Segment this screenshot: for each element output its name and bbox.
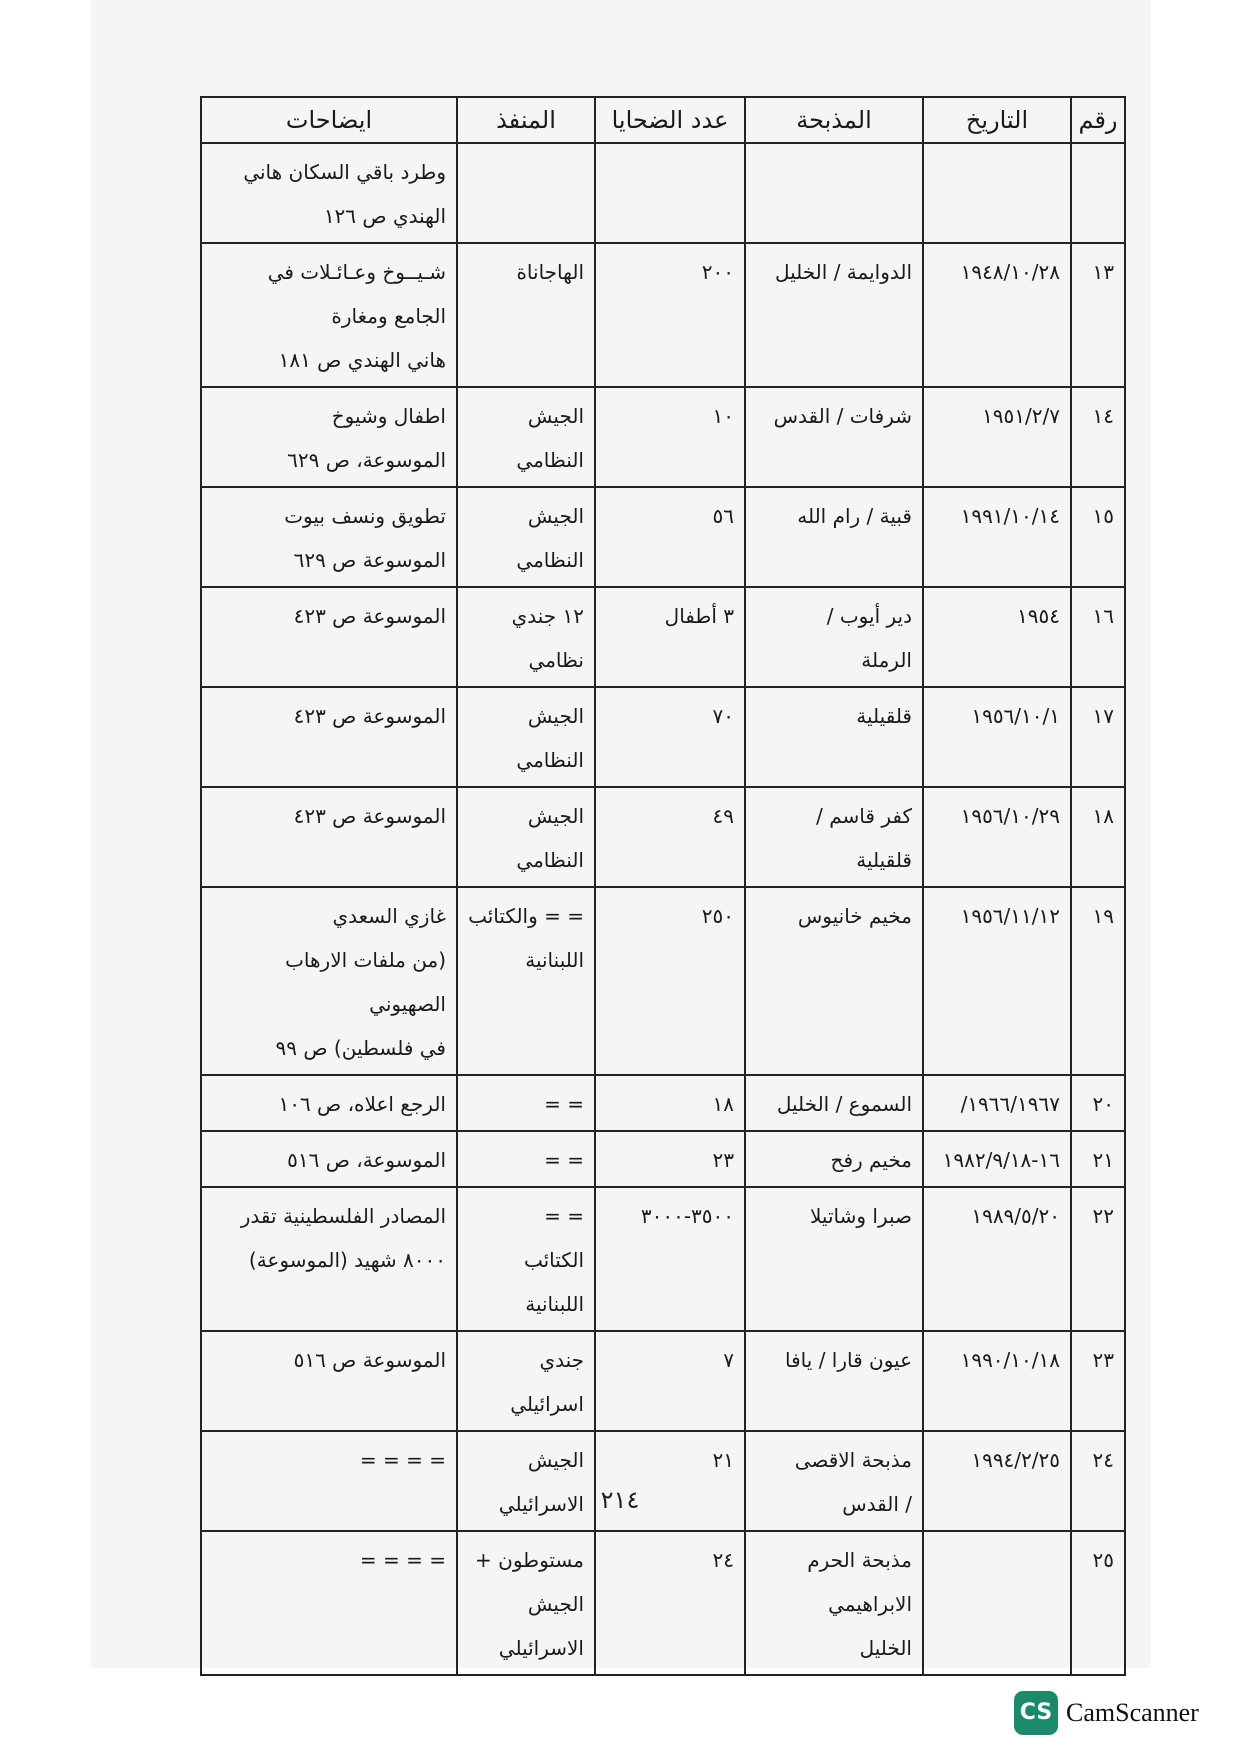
table-row — [201, 1075, 1125, 1131]
cell-num — [1071, 487, 1125, 587]
cell-date-text: ١٦-١٩٨٢/٩/١٨ — [942, 1148, 1060, 1172]
cell-perpetrator — [457, 1187, 595, 1331]
cell-victims-text: ٤٩ — [712, 804, 734, 828]
cell-perpetrator — [457, 1331, 595, 1431]
cell-num — [1071, 1131, 1125, 1187]
cell-perpetrator — [457, 787, 595, 887]
cell-date-text: ١٩٩١/١٠/١٤ — [960, 504, 1060, 528]
cell-massacre — [745, 243, 923, 387]
table-row — [201, 687, 1125, 787]
cell-massacre — [745, 143, 923, 243]
cell-massacre — [745, 1431, 923, 1531]
cell-massacre — [745, 1075, 923, 1131]
cell-notes-text: تطويق ونسف بيوت الموسوعة ص ٦٢٩ — [284, 504, 446, 572]
cell-perpetrator-text: الجيش النظامي — [516, 504, 584, 572]
cell-perpetrator-text: ١٢ جندي نظامي — [511, 604, 584, 672]
cell-massacre-text: السموع / الخليل — [776, 1092, 912, 1116]
cell-date-text: ١٩٥٦/١٠/١ — [971, 704, 1060, 728]
cell-massacre — [745, 1131, 923, 1187]
cell-date — [923, 1187, 1071, 1331]
cell-massacre-text: مذبحة الحرم الابراهيمي الخليل — [807, 1548, 912, 1660]
cell-num-text: ١٩ — [1092, 904, 1114, 928]
cell-date-text: ١٩٩٤/٢/٢٥ — [971, 1448, 1060, 1472]
cell-date — [923, 1331, 1071, 1431]
cell-num — [1071, 1431, 1125, 1531]
cell-date-text: ١٩٨٩/٥/٢٠ — [971, 1204, 1060, 1228]
cell-perpetrator — [457, 1131, 595, 1187]
cell-victims-text: ٧٠ — [712, 704, 734, 728]
table-row — [201, 1187, 1125, 1331]
cell-notes-text: شـيــوخ وعـائـلات في الجامع ومغارة هاني الهندي ص ١٨١ — [267, 260, 446, 372]
cell-notes — [201, 887, 457, 1075]
cell-victims — [595, 787, 745, 887]
cell-victims — [595, 1531, 745, 1675]
cell-notes — [201, 687, 457, 787]
cell-massacre-text: مخيم رفح — [830, 1148, 912, 1172]
cell-massacre — [745, 387, 923, 487]
cell-victims-text: ٢١ — [712, 1448, 734, 1472]
cell-date — [923, 1531, 1071, 1675]
cell-date — [923, 387, 1071, 487]
header-massacre: المذبحة — [745, 97, 923, 143]
cell-perpetrator — [457, 1531, 595, 1675]
cell-num — [1071, 1075, 1125, 1131]
cell-victims — [595, 1187, 745, 1331]
cell-massacre-text: عيون قارا / يافا — [785, 1348, 912, 1372]
cell-num-text: ٢٢ — [1092, 1204, 1114, 1228]
cell-notes — [201, 243, 457, 387]
cell-massacre — [745, 887, 923, 1075]
cell-perpetrator-text: = = والكتائب اللبنانية — [468, 904, 584, 972]
cell-perpetrator-text: مستوطون + الجيش الاسرائيلي — [475, 1548, 584, 1660]
cell-num-text: ٢٤ — [1092, 1448, 1114, 1472]
cell-victims-text: ١٠ — [712, 404, 734, 428]
cell-massacre-text: الدوايمة / الخليل — [774, 260, 912, 284]
cell-massacre — [745, 1331, 923, 1431]
cell-perpetrator — [457, 1431, 595, 1531]
cell-num-text: ١٦ — [1092, 604, 1114, 628]
table-row — [201, 1531, 1125, 1675]
table-row — [201, 143, 1125, 243]
cell-victims-text: ٢٣ — [712, 1148, 734, 1172]
table-row — [201, 1131, 1125, 1187]
cell-num — [1071, 587, 1125, 687]
table-row — [201, 587, 1125, 687]
cell-date-text: ١٩٥٦/١١/١٢ — [960, 904, 1060, 928]
header-perpetrator: المنفذ — [457, 97, 595, 143]
cell-perpetrator-text: الجيش النظامي — [516, 704, 584, 772]
cell-num — [1071, 687, 1125, 787]
cell-victims — [595, 1075, 745, 1131]
cell-num-text: ١٥ — [1092, 504, 1114, 528]
page-number: ٢١٤ — [600, 1486, 640, 1514]
cell-victims — [595, 887, 745, 1075]
cell-perpetrator — [457, 143, 595, 243]
cell-notes — [201, 487, 457, 587]
cell-victims-text: ٣ أطفال — [664, 604, 734, 628]
cell-notes — [201, 143, 457, 243]
cell-perpetrator — [457, 387, 595, 487]
cell-notes — [201, 587, 457, 687]
cell-date — [923, 1131, 1071, 1187]
cell-num-text: ١٨ — [1092, 804, 1114, 828]
table-row — [201, 387, 1125, 487]
cell-notes-text: الرجع اعلاه، ص ١٠٦ — [278, 1092, 446, 1116]
cell-perpetrator-text: الهاجاناة — [516, 260, 584, 284]
cell-notes-text: = = = = — [359, 1548, 446, 1572]
cell-victims — [595, 243, 745, 387]
cell-date — [923, 243, 1071, 387]
cell-date-text: ١٩٥١/٢/٧ — [982, 404, 1060, 428]
cell-perpetrator — [457, 687, 595, 787]
cell-victims-text: ٢٠٠ — [701, 260, 734, 284]
cell-date-text: ١٩٩٠/١٠/١٨ — [960, 1348, 1060, 1372]
cell-perpetrator — [457, 587, 595, 687]
cell-perpetrator-text: الجيش النظامي — [516, 804, 584, 872]
cell-notes-text: المصادر الفلسطينية تقدر ٨٠٠٠ شهيد (الموسوعة) — [240, 1204, 446, 1272]
cell-num — [1071, 1331, 1125, 1431]
cell-date-text: ١٩٥٦/١٠/٢٩ — [960, 804, 1060, 828]
cell-notes-text: الموسوعة ص ٤٢٣ — [293, 704, 446, 728]
cell-perpetrator-text: جندي اسرائيلي — [510, 1348, 584, 1416]
cell-date-text: ١٩٥٤ — [1017, 604, 1060, 628]
cell-massacre-text: قلقيلية — [856, 704, 912, 728]
cell-num-text: ١٣ — [1092, 260, 1114, 284]
cell-notes-text: الموسوعة، ص ٥١٦ — [287, 1148, 446, 1172]
table-row — [201, 887, 1125, 1075]
header-notes: ايضاحات — [201, 97, 457, 143]
cell-massacre-text: مذبحة الاقصى / القدس — [794, 1448, 912, 1516]
cell-date — [923, 687, 1071, 787]
cell-perpetrator-text: = = — [544, 1092, 584, 1116]
cell-perpetrator — [457, 243, 595, 387]
cell-num — [1071, 243, 1125, 387]
cell-massacre — [745, 787, 923, 887]
camscanner-brand: CamScanner — [1066, 1698, 1199, 1727]
cell-notes-text: الموسوعة ص ٤٢٣ — [293, 804, 446, 828]
cell-notes-text: الموسوعة ص ٤٢٣ — [293, 604, 446, 628]
cell-victims-text: ٢٤ — [712, 1548, 734, 1572]
cell-num — [1071, 1187, 1125, 1331]
cell-date-text: ١٩٤٨/١٠/٢٨ — [960, 260, 1060, 284]
cell-massacre-text: كفر قاسم / قلقيلية — [816, 804, 912, 872]
cell-notes-text: = = = = — [359, 1448, 446, 1472]
cell-num — [1071, 887, 1125, 1075]
cell-notes-text: وطرد باقي السكان هاني الهندي ص ١٢٦ — [243, 160, 446, 228]
cell-massacre — [745, 687, 923, 787]
cell-notes — [201, 1431, 457, 1531]
cell-num-text: ٢٠ — [1092, 1092, 1114, 1116]
cell-date-text: ١٩٦٦/١٩٦٧/ — [960, 1092, 1060, 1116]
cell-notes — [201, 1131, 457, 1187]
cell-victims — [595, 1131, 745, 1187]
cell-notes-text: الموسوعة ص ٥١٦ — [293, 1348, 446, 1372]
header-num: رقم — [1071, 97, 1125, 143]
table-row — [201, 487, 1125, 587]
cell-victims-text: ١٨ — [712, 1092, 734, 1116]
cell-date — [923, 787, 1071, 887]
cell-date — [923, 1431, 1071, 1531]
cell-perpetrator-text: الجيش النظامي — [516, 404, 584, 472]
header-victims: عدد الضحايا — [595, 97, 745, 143]
cell-num-text: ٢١ — [1092, 1148, 1114, 1172]
cell-num — [1071, 143, 1125, 243]
cell-massacre — [745, 587, 923, 687]
cell-num-text: ٢٥ — [1092, 1548, 1114, 1572]
cell-perpetrator — [457, 887, 595, 1075]
cell-date — [923, 143, 1071, 243]
cell-date — [923, 1075, 1071, 1131]
table-body — [201, 143, 1125, 1675]
cell-perpetrator — [457, 487, 595, 587]
cell-victims — [595, 1331, 745, 1431]
cell-victims-text: ٢٥٠ — [701, 904, 734, 928]
cell-perpetrator-text: الجيش الاسرائيلي — [498, 1448, 584, 1516]
cell-massacre-text: شرفات / القدس — [773, 404, 912, 428]
cell-victims — [595, 487, 745, 587]
cell-massacre-text: دير أيوب / الرملة — [826, 604, 912, 672]
cell-num — [1071, 787, 1125, 887]
cell-massacre-text: قبية / رام الله — [797, 504, 912, 528]
cell-victims — [595, 687, 745, 787]
cell-num — [1071, 387, 1125, 487]
table-header-row — [201, 97, 1125, 143]
cell-victims-text: ٣٥٠٠-٣٠٠٠ — [640, 1204, 734, 1228]
cell-date — [923, 887, 1071, 1075]
cell-notes — [201, 1531, 457, 1675]
cell-massacre-text: صبرا وشاتيلا — [809, 1204, 912, 1228]
cell-date — [923, 487, 1071, 587]
cell-notes — [201, 1187, 457, 1331]
table-row — [201, 243, 1125, 387]
cell-massacre — [745, 1531, 923, 1675]
cell-num-text: ١٤ — [1092, 404, 1114, 428]
cell-num — [1071, 1531, 1125, 1675]
cell-notes-text: غازي السعدي (من ملفات الارهاب الصهيوني في فلسطين) ص ٩٩ — [275, 904, 446, 1060]
cell-massacre — [745, 1187, 923, 1331]
cell-perpetrator-text: = = الكتائب اللبنانية — [523, 1204, 584, 1316]
cell-massacre-text: مخيم خانيوس — [797, 904, 912, 928]
cell-victims-text: ٥٦ — [712, 504, 734, 528]
cell-notes — [201, 787, 457, 887]
cell-notes — [201, 1331, 457, 1431]
header-date: التاريخ — [923, 97, 1071, 143]
cell-victims — [595, 1431, 745, 1531]
cell-num-text: ١٧ — [1092, 704, 1114, 728]
cell-notes-text: اطفال وشيوخ الموسوعة، ص ٦٢٩ — [287, 404, 446, 472]
cell-notes — [201, 1075, 457, 1131]
cell-date — [923, 587, 1071, 687]
table-row — [201, 1431, 1125, 1531]
massacres-table — [200, 96, 1126, 1676]
camscanner-logo-icon: CS — [1014, 1691, 1058, 1735]
cell-victims-text: ٧ — [723, 1348, 734, 1372]
table-row — [201, 1331, 1125, 1431]
cell-notes — [201, 387, 457, 487]
cell-victims — [595, 387, 745, 487]
cell-victims — [595, 587, 745, 687]
table-row — [201, 787, 1125, 887]
cell-massacre — [745, 487, 923, 587]
cell-perpetrator — [457, 1075, 595, 1131]
cell-perpetrator-text: = = — [544, 1148, 584, 1172]
cell-victims — [595, 143, 745, 243]
cell-num-text: ٢٣ — [1092, 1348, 1114, 1372]
